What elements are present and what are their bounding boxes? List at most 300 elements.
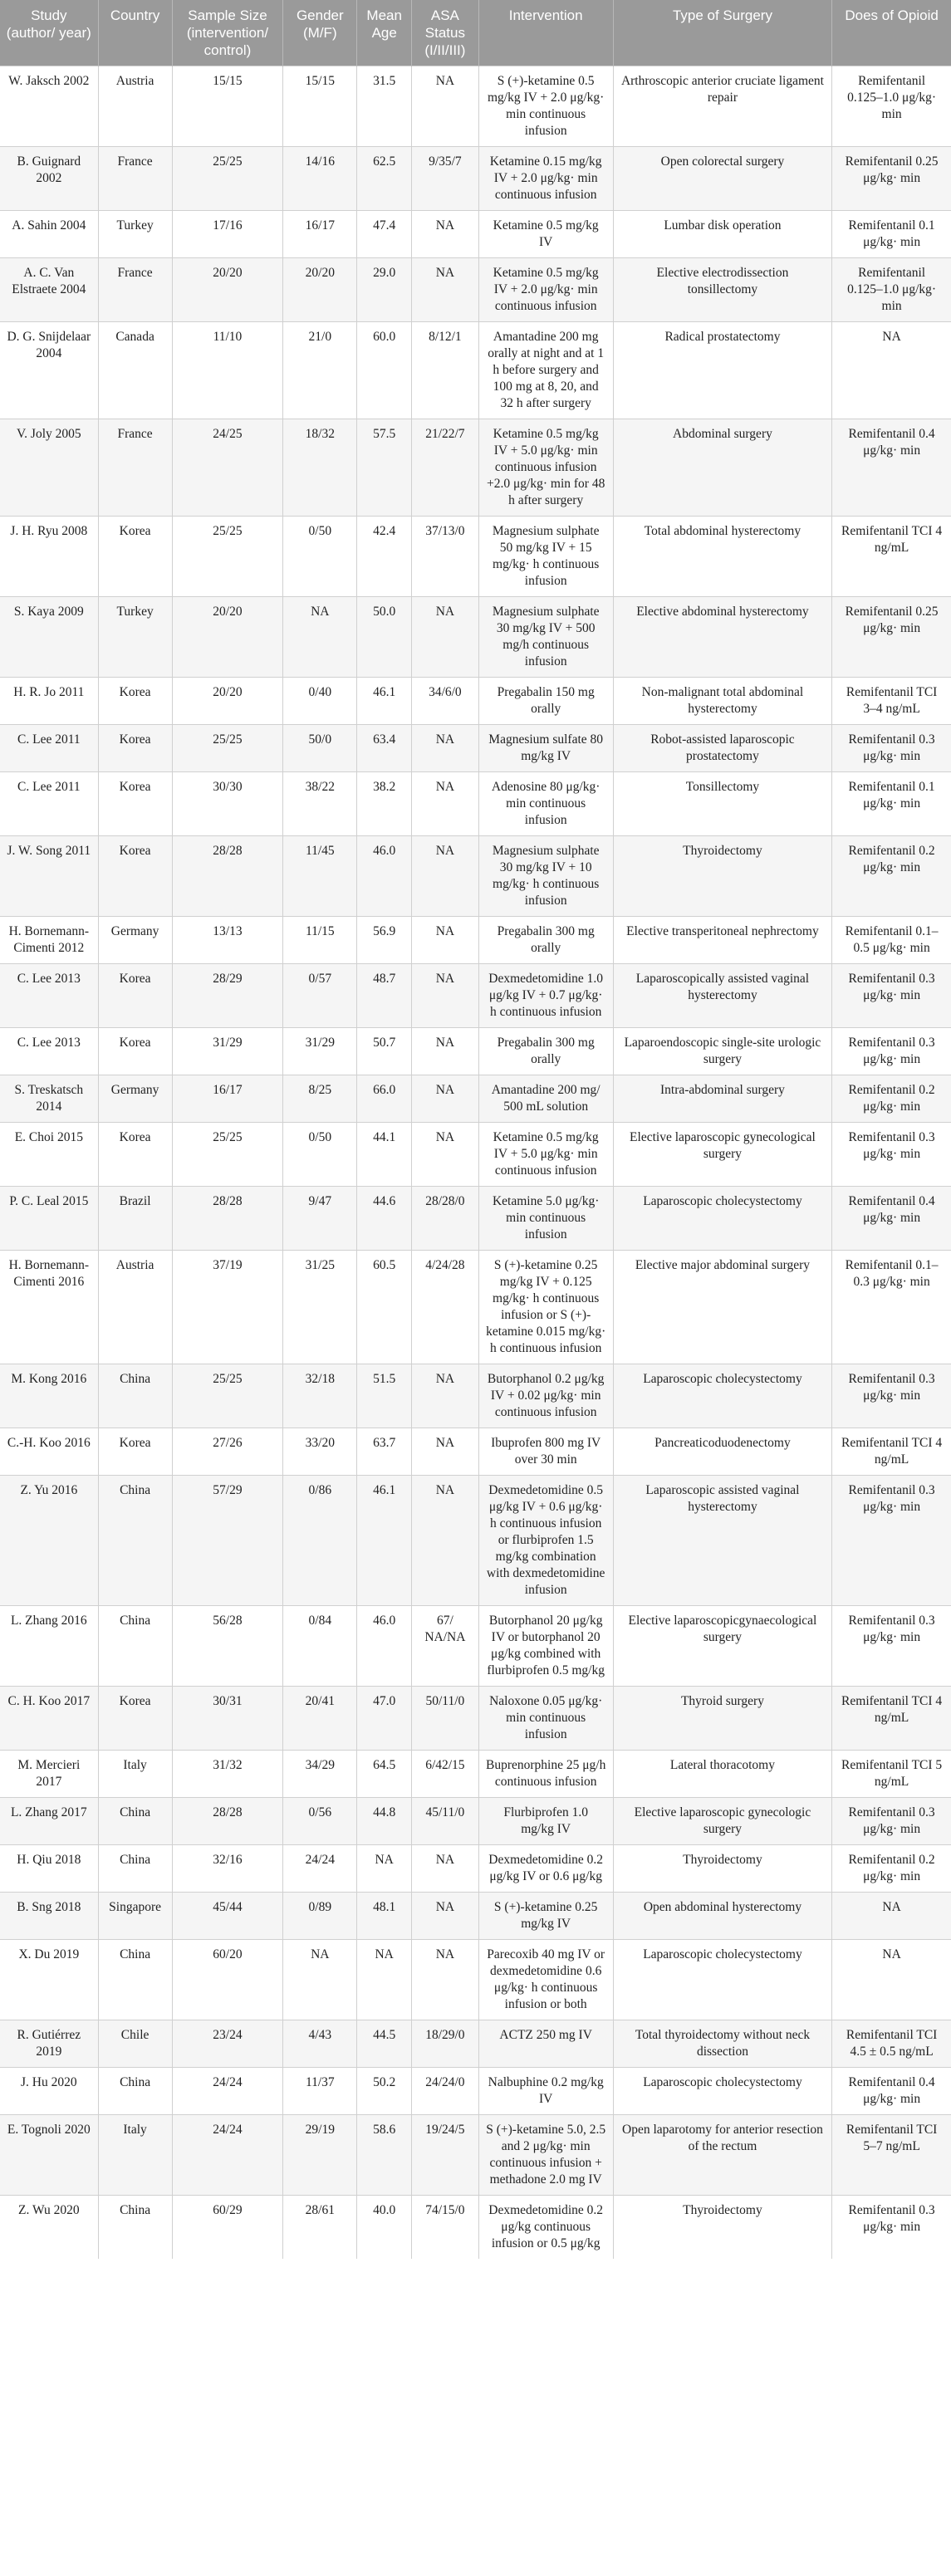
cell-mean-age: 50.7 bbox=[357, 1028, 412, 1075]
cell-surgery-type: Thyroid surgery bbox=[613, 1687, 832, 1751]
cell-mean-age: 46.0 bbox=[357, 836, 412, 917]
cell-gender: 32/18 bbox=[283, 1364, 357, 1428]
cell-country: Korea bbox=[98, 678, 172, 725]
table-row bbox=[0, 964, 951, 1028]
cell-mean-age: 40.0 bbox=[357, 2196, 412, 2260]
cell-surgery-type: Total abdominal hysterectomy bbox=[613, 517, 832, 597]
cell-surgery-type: Open laparotomy for anterior resection of the rectum bbox=[613, 2115, 832, 2196]
cell-surgery-type: Pancreaticoduodenectomy bbox=[613, 1428, 832, 1476]
cell-country: Korea bbox=[98, 1123, 172, 1187]
table-row bbox=[0, 1606, 951, 1687]
cell-surgery-type: Elective laparoscopic gynecological surgery bbox=[613, 1123, 832, 1187]
table-row bbox=[0, 725, 951, 772]
table-row bbox=[0, 211, 951, 258]
cell-asa-status: NA bbox=[412, 772, 479, 836]
cell-asa-status: 34/6/0 bbox=[412, 678, 479, 725]
cell-gender: 31/29 bbox=[283, 1028, 357, 1075]
cell-opioid-dose: Remifentanil 0.3 μg/kg· min bbox=[832, 2196, 951, 2260]
cell-opioid-dose: Remifentanil 0.3 μg/kg· min bbox=[832, 1606, 951, 1687]
cell-asa-status: 9/35/7 bbox=[412, 147, 479, 211]
cell-intervention: Amantadine 200 mg/ 500 mL solution bbox=[478, 1075, 613, 1123]
cell-mean-age: 46.1 bbox=[357, 1476, 412, 1606]
cell-sample-size: 28/28 bbox=[172, 836, 283, 917]
cell-sample-size: 24/24 bbox=[172, 2115, 283, 2196]
cell-surgery-type: Open colorectal surgery bbox=[613, 147, 832, 211]
cell-intervention: Dexmedetomidine 1.0 μg/kg IV + 0.7 μg/kg· h continuous infusion bbox=[478, 964, 613, 1028]
cell-mean-age: 48.7 bbox=[357, 964, 412, 1028]
cell-country: Italy bbox=[98, 2115, 172, 2196]
cell-opioid-dose: Remifentanil 0.3 μg/kg· min bbox=[832, 1476, 951, 1606]
cell-study: R. Gutiérrez 2019 bbox=[0, 2020, 98, 2068]
header-country: Country bbox=[98, 0, 172, 66]
cell-sample-size: 23/24 bbox=[172, 2020, 283, 2068]
cell-asa-status: 50/11/0 bbox=[412, 1687, 479, 1751]
cell-opioid-dose: Remifentanil 0.4 μg/kg· min bbox=[832, 419, 951, 517]
cell-intervention: S (+)-ketamine 0.5 mg/kg IV + 2.0 μg/kg· min continuous infusion bbox=[478, 66, 613, 147]
cell-intervention: Adenosine 80 μg/kg· min continuous infusion bbox=[478, 772, 613, 836]
header-study: Study (author/ year) bbox=[0, 0, 98, 66]
cell-opioid-dose: Remifentanil TCI 5 ng/mL bbox=[832, 1751, 951, 1798]
cell-gender: 11/45 bbox=[283, 836, 357, 917]
cell-country: France bbox=[98, 147, 172, 211]
cell-study: W. Jaksch 2002 bbox=[0, 66, 98, 147]
cell-asa-status: 21/22/7 bbox=[412, 419, 479, 517]
table-row bbox=[0, 322, 951, 419]
cell-asa-status: 67/ NA/NA bbox=[412, 1606, 479, 1687]
cell-country: China bbox=[98, 1476, 172, 1606]
cell-sample-size: 28/28 bbox=[172, 1187, 283, 1251]
cell-gender: 9/47 bbox=[283, 1187, 357, 1251]
cell-mean-age: 42.4 bbox=[357, 517, 412, 597]
cell-gender: 16/17 bbox=[283, 211, 357, 258]
cell-asa-status: NA bbox=[412, 211, 479, 258]
cell-asa-status: 19/24/5 bbox=[412, 2115, 479, 2196]
cell-surgery-type: Thyroidectomy bbox=[613, 1845, 832, 1893]
cell-surgery-type: Abdominal surgery bbox=[613, 419, 832, 517]
cell-intervention: Ibuprofen 800 mg IV over 30 min bbox=[478, 1428, 613, 1476]
cell-gender: 0/56 bbox=[283, 1798, 357, 1845]
table-row bbox=[0, 2068, 951, 2115]
cell-asa-status: NA bbox=[412, 1893, 479, 1940]
cell-asa-status: NA bbox=[412, 917, 479, 964]
cell-surgery-type: Elective laparoscopic gynecologic surgery bbox=[613, 1798, 832, 1845]
cell-sample-size: 32/16 bbox=[172, 1845, 283, 1893]
cell-gender: 15/15 bbox=[283, 66, 357, 147]
cell-intervention: Nalbuphine 0.2 mg/kg IV bbox=[478, 2068, 613, 2115]
cell-country: China bbox=[98, 1606, 172, 1687]
cell-opioid-dose: Remifentanil 0.3 μg/kg· min bbox=[832, 1028, 951, 1075]
table-row bbox=[0, 917, 951, 964]
cell-asa-status: 4/24/28 bbox=[412, 1251, 479, 1364]
table-row bbox=[0, 836, 951, 917]
cell-surgery-type: Lateral thoracotomy bbox=[613, 1751, 832, 1798]
cell-surgery-type: Thyroidectomy bbox=[613, 2196, 832, 2260]
cell-gender: 0/50 bbox=[283, 517, 357, 597]
cell-intervention: S (+)-ketamine 0.25 mg/kg IV bbox=[478, 1893, 613, 1940]
cell-sample-size: 11/10 bbox=[172, 322, 283, 419]
cell-asa-status: NA bbox=[412, 597, 479, 678]
cell-sample-size: 56/28 bbox=[172, 1606, 283, 1687]
cell-opioid-dose: NA bbox=[832, 1893, 951, 1940]
cell-mean-age: 66.0 bbox=[357, 1075, 412, 1123]
cell-intervention: Ketamine 0.15 mg/kg IV + 2.0 μg/kg· min continuous infusion bbox=[478, 147, 613, 211]
cell-opioid-dose: Remifentanil 0.3 μg/kg· min bbox=[832, 964, 951, 1028]
table-row bbox=[0, 1798, 951, 1845]
cell-asa-status: NA bbox=[412, 1428, 479, 1476]
cell-gender: 18/32 bbox=[283, 419, 357, 517]
cell-surgery-type: Intra-abdominal surgery bbox=[613, 1075, 832, 1123]
cell-sample-size: 31/32 bbox=[172, 1751, 283, 1798]
cell-opioid-dose: Remifentanil 0.2 μg/kg· min bbox=[832, 1845, 951, 1893]
cell-asa-status: 28/28/0 bbox=[412, 1187, 479, 1251]
cell-mean-age: 57.5 bbox=[357, 419, 412, 517]
cell-intervention: Magnesium sulfate 80 mg/kg IV bbox=[478, 725, 613, 772]
cell-mean-age: 48.1 bbox=[357, 1893, 412, 1940]
table-row bbox=[0, 1687, 951, 1751]
cell-sample-size: 25/25 bbox=[172, 1123, 283, 1187]
cell-country: China bbox=[98, 1845, 172, 1893]
cell-sample-size: 25/25 bbox=[172, 725, 283, 772]
cell-country: France bbox=[98, 258, 172, 322]
cell-sample-size: 60/29 bbox=[172, 2196, 283, 2260]
cell-surgery-type: Lumbar disk operation bbox=[613, 211, 832, 258]
cell-study: B. Sng 2018 bbox=[0, 1893, 98, 1940]
cell-surgery-type: Laparoscopic cholecystectomy bbox=[613, 1364, 832, 1428]
header-sample-size: Sample Size (intervention/ control) bbox=[172, 0, 283, 66]
cell-sample-size: 28/29 bbox=[172, 964, 283, 1028]
cell-intervention: Ketamine 0.5 mg/kg IV + 5.0 μg/kg· min continuous infusion bbox=[478, 1123, 613, 1187]
cell-sample-size: 25/25 bbox=[172, 147, 283, 211]
cell-gender: 38/22 bbox=[283, 772, 357, 836]
cell-intervention: Amantadine 200 mg orally at night and at 1 h before surgery and 100 mg at 8, 20, and 32 h after surgery bbox=[478, 322, 613, 419]
cell-country: Korea bbox=[98, 1428, 172, 1476]
cell-asa-status: NA bbox=[412, 1845, 479, 1893]
cell-intervention: Parecoxib 40 mg IV or dexmedetomidine 0.6 μg/kg· h continuous infusion or both bbox=[478, 1940, 613, 2020]
cell-mean-age: 44.5 bbox=[357, 2020, 412, 2068]
cell-gender: 0/89 bbox=[283, 1893, 357, 1940]
cell-sample-size: 60/20 bbox=[172, 1940, 283, 2020]
cell-opioid-dose: Remifentanil 0.3 μg/kg· min bbox=[832, 1798, 951, 1845]
cell-surgery-type: Radical prostatectomy bbox=[613, 322, 832, 419]
cell-intervention: S (+)-ketamine 5.0, 2.5 and 2 μg/kg· min continuous infusion + methadone 2.0 mg IV bbox=[478, 2115, 613, 2196]
cell-intervention: Dexmedetomidine 0.2 μg/kg continuous infusion or 0.5 μg/kg bbox=[478, 2196, 613, 2260]
cell-sample-size: 30/31 bbox=[172, 1687, 283, 1751]
cell-country: Korea bbox=[98, 964, 172, 1028]
cell-study: E. Choi 2015 bbox=[0, 1123, 98, 1187]
header-row bbox=[0, 0, 951, 66]
cell-intervention: Pregabalin 150 mg orally bbox=[478, 678, 613, 725]
cell-surgery-type: Elective laparoscopicgynaecological surgery bbox=[613, 1606, 832, 1687]
cell-opioid-dose: Remifentanil 0.3 μg/kg· min bbox=[832, 725, 951, 772]
cell-opioid-dose: Remifentanil 0.3 μg/kg· min bbox=[832, 1364, 951, 1428]
cell-gender: 28/61 bbox=[283, 2196, 357, 2260]
cell-sample-size: 27/26 bbox=[172, 1428, 283, 1476]
cell-study: A. C. Van Elstraete 2004 bbox=[0, 258, 98, 322]
cell-mean-age: 64.5 bbox=[357, 1751, 412, 1798]
cell-country: China bbox=[98, 1364, 172, 1428]
cell-mean-age: 60.5 bbox=[357, 1251, 412, 1364]
cell-mean-age: 44.8 bbox=[357, 1798, 412, 1845]
cell-gender: 0/86 bbox=[283, 1476, 357, 1606]
cell-study: A. Sahin 2004 bbox=[0, 211, 98, 258]
cell-asa-status: NA bbox=[412, 1028, 479, 1075]
cell-surgery-type: Thyroidectomy bbox=[613, 836, 832, 917]
cell-gender: 4/43 bbox=[283, 2020, 357, 2068]
cell-opioid-dose: Remifentanil TCI 5–7 ng/mL bbox=[832, 2115, 951, 2196]
cell-study: L. Zhang 2017 bbox=[0, 1798, 98, 1845]
cell-country: Turkey bbox=[98, 211, 172, 258]
cell-sample-size: 45/44 bbox=[172, 1893, 283, 1940]
cell-surgery-type: Elective electrodissection tonsillectomy bbox=[613, 258, 832, 322]
cell-gender: 24/24 bbox=[283, 1845, 357, 1893]
cell-mean-age: 29.0 bbox=[357, 258, 412, 322]
cell-sample-size: 20/20 bbox=[172, 597, 283, 678]
cell-mean-age: 38.2 bbox=[357, 772, 412, 836]
cell-intervention: Ketamine 0.5 mg/kg IV + 2.0 μg/kg· min continuous infusion bbox=[478, 258, 613, 322]
cell-asa-status: 8/12/1 bbox=[412, 322, 479, 419]
cell-intervention: Dexmedetomidine 0.2 μg/kg IV or 0.6 μg/kg bbox=[478, 1845, 613, 1893]
cell-sample-size: 24/24 bbox=[172, 2068, 283, 2115]
cell-intervention: S (+)-ketamine 0.25 mg/kg IV + 0.125 mg/kg· h continuous infusion or S (+)-ketamine 0.015 mg/kg· h continuous infusion bbox=[478, 1251, 613, 1364]
cell-asa-status: 18/29/0 bbox=[412, 2020, 479, 2068]
cell-opioid-dose: Remifentanil TCI 4 ng/mL bbox=[832, 517, 951, 597]
table-body bbox=[0, 66, 951, 2260]
table-row bbox=[0, 419, 951, 517]
cell-gender: 34/29 bbox=[283, 1751, 357, 1798]
cell-opioid-dose: Remifentanil 0.1–0.3 μg/kg· min bbox=[832, 1251, 951, 1364]
cell-sample-size: 17/16 bbox=[172, 211, 283, 258]
cell-mean-age: 62.5 bbox=[357, 147, 412, 211]
cell-asa-status: NA bbox=[412, 964, 479, 1028]
cell-study: C. Lee 2013 bbox=[0, 964, 98, 1028]
cell-opioid-dose: NA bbox=[832, 1940, 951, 2020]
cell-asa-status: 45/11/0 bbox=[412, 1798, 479, 1845]
cell-asa-status: NA bbox=[412, 66, 479, 147]
cell-country: Austria bbox=[98, 1251, 172, 1364]
cell-gender: 20/41 bbox=[283, 1687, 357, 1751]
cell-surgery-type: Laparoendoscopic single-site urologic surgery bbox=[613, 1028, 832, 1075]
cell-opioid-dose: Remifentanil TCI 3–4 ng/mL bbox=[832, 678, 951, 725]
cell-country: France bbox=[98, 419, 172, 517]
cell-country: Korea bbox=[98, 772, 172, 836]
cell-asa-status: 24/24/0 bbox=[412, 2068, 479, 2115]
cell-study: H. Bornemann-Cimenti 2012 bbox=[0, 917, 98, 964]
cell-intervention: Ketamine 5.0 μg/kg· min continuous infusion bbox=[478, 1187, 613, 1251]
table-row bbox=[0, 1251, 951, 1364]
table-row bbox=[0, 772, 951, 836]
table-row bbox=[0, 1428, 951, 1476]
cell-country: China bbox=[98, 2068, 172, 2115]
cell-mean-age: 44.6 bbox=[357, 1187, 412, 1251]
cell-gender: 0/40 bbox=[283, 678, 357, 725]
cell-country: Austria bbox=[98, 66, 172, 147]
cell-study: M. Kong 2016 bbox=[0, 1364, 98, 1428]
cell-sample-size: 20/20 bbox=[172, 678, 283, 725]
table-row bbox=[0, 2020, 951, 2068]
cell-mean-age: NA bbox=[357, 1845, 412, 1893]
cell-sample-size: 13/13 bbox=[172, 917, 283, 964]
cell-mean-age: 63.7 bbox=[357, 1428, 412, 1476]
table-row bbox=[0, 1893, 951, 1940]
cell-mean-age: 44.1 bbox=[357, 1123, 412, 1187]
cell-mean-age: 47.0 bbox=[357, 1687, 412, 1751]
cell-gender: 8/25 bbox=[283, 1075, 357, 1123]
cell-asa-status: 74/15/0 bbox=[412, 2196, 479, 2260]
cell-surgery-type: Robot-assisted laparoscopic prostatectomy bbox=[613, 725, 832, 772]
cell-country: China bbox=[98, 1940, 172, 2020]
cell-gender: 50/0 bbox=[283, 725, 357, 772]
table-row bbox=[0, 147, 951, 211]
cell-study: D. G. Snijdelaar 2004 bbox=[0, 322, 98, 419]
cell-intervention: Buprenorphine 25 μg/h continuous infusion bbox=[478, 1751, 613, 1798]
cell-intervention: Dexmedetomidine 0.5 μg/kg IV + 0.6 μg/kg· h continuous infusion or flurbiprofen 1.5 mg/kg combination with dexmedetomidine infusion bbox=[478, 1476, 613, 1606]
cell-surgery-type: Tonsillectomy bbox=[613, 772, 832, 836]
cell-study: H. Qiu 2018 bbox=[0, 1845, 98, 1893]
cell-sample-size: 20/20 bbox=[172, 258, 283, 322]
cell-gender: 0/57 bbox=[283, 964, 357, 1028]
cell-opioid-dose: Remifentanil TCI 4 ng/mL bbox=[832, 1687, 951, 1751]
cell-sample-size: 31/29 bbox=[172, 1028, 283, 1075]
cell-asa-status: NA bbox=[412, 1075, 479, 1123]
header-opioid-dose: Does of Opioid bbox=[832, 0, 951, 66]
cell-study: Z. Yu 2016 bbox=[0, 1476, 98, 1606]
cell-country: Singapore bbox=[98, 1893, 172, 1940]
cell-study: J. H. Ryu 2008 bbox=[0, 517, 98, 597]
cell-mean-age: 63.4 bbox=[357, 725, 412, 772]
cell-country: Germany bbox=[98, 917, 172, 964]
cell-study: H. R. Jo 2011 bbox=[0, 678, 98, 725]
table-row bbox=[0, 1476, 951, 1606]
cell-country: Korea bbox=[98, 1687, 172, 1751]
table-row bbox=[0, 258, 951, 322]
cell-gender: 0/84 bbox=[283, 1606, 357, 1687]
cell-country: Italy bbox=[98, 1751, 172, 1798]
cell-gender: 33/20 bbox=[283, 1428, 357, 1476]
cell-surgery-type: Non-malignant total abdominal hysterectomy bbox=[613, 678, 832, 725]
table-row bbox=[0, 678, 951, 725]
cell-intervention: Magnesium sulphate 30 mg/kg IV + 10 mg/kg· h continuous infusion bbox=[478, 836, 613, 917]
cell-surgery-type: Elective transperitoneal nephrectomy bbox=[613, 917, 832, 964]
cell-sample-size: 15/15 bbox=[172, 66, 283, 147]
table-row bbox=[0, 1187, 951, 1251]
cell-study: M. Mercieri 2017 bbox=[0, 1751, 98, 1798]
cell-asa-status: NA bbox=[412, 1364, 479, 1428]
cell-country: Turkey bbox=[98, 597, 172, 678]
cell-sample-size: 57/29 bbox=[172, 1476, 283, 1606]
cell-surgery-type: Laparoscopically assisted vaginal hysterectomy bbox=[613, 964, 832, 1028]
cell-sample-size: 25/25 bbox=[172, 1364, 283, 1428]
cell-intervention: Pregabalin 300 mg orally bbox=[478, 917, 613, 964]
cell-study: V. Joly 2005 bbox=[0, 419, 98, 517]
cell-opioid-dose: Remifentanil TCI 4 ng/mL bbox=[832, 1428, 951, 1476]
cell-study: C. Lee 2011 bbox=[0, 725, 98, 772]
cell-gender: NA bbox=[283, 597, 357, 678]
cell-surgery-type: Laparoscopic cholecystectomy bbox=[613, 1940, 832, 2020]
cell-study: J. W. Song 2011 bbox=[0, 836, 98, 917]
cell-country: China bbox=[98, 2196, 172, 2260]
cell-opioid-dose: Remifentanil 0.1 μg/kg· min bbox=[832, 772, 951, 836]
cell-sample-size: 16/17 bbox=[172, 1075, 283, 1123]
cell-mean-age: NA bbox=[357, 1940, 412, 2020]
cell-study: L. Zhang 2016 bbox=[0, 1606, 98, 1687]
table-row bbox=[0, 1751, 951, 1798]
cell-opioid-dose: Remifentanil 0.4 μg/kg· min bbox=[832, 2068, 951, 2115]
cell-intervention: Naloxone 0.05 μg/kg· min continuous infusion bbox=[478, 1687, 613, 1751]
cell-study: P. C. Leal 2015 bbox=[0, 1187, 98, 1251]
cell-country: Korea bbox=[98, 836, 172, 917]
cell-opioid-dose: Remifentanil TCI 4.5 ± 0.5 ng/mL bbox=[832, 2020, 951, 2068]
cell-country: Chile bbox=[98, 2020, 172, 2068]
cell-study: S. Treskatsch 2014 bbox=[0, 1075, 98, 1123]
cell-gender: 29/19 bbox=[283, 2115, 357, 2196]
table-row bbox=[0, 1940, 951, 2020]
cell-surgery-type: Elective major abdominal surgery bbox=[613, 1251, 832, 1364]
cell-study: E. Tognoli 2020 bbox=[0, 2115, 98, 2196]
cell-opioid-dose: Remifentanil 0.2 μg/kg· min bbox=[832, 836, 951, 917]
cell-country: Brazil bbox=[98, 1187, 172, 1251]
cell-study: J. Hu 2020 bbox=[0, 2068, 98, 2115]
cell-surgery-type: Laparoscopic cholecystectomy bbox=[613, 2068, 832, 2115]
table-row bbox=[0, 2115, 951, 2196]
cell-mean-age: 46.1 bbox=[357, 678, 412, 725]
cell-country: Korea bbox=[98, 517, 172, 597]
cell-intervention: Ketamine 0.5 mg/kg IV bbox=[478, 211, 613, 258]
cell-surgery-type: Open abdominal hysterectomy bbox=[613, 1893, 832, 1940]
table-row bbox=[0, 1075, 951, 1123]
cell-mean-age: 31.5 bbox=[357, 66, 412, 147]
cell-gender: 0/50 bbox=[283, 1123, 357, 1187]
cell-gender: 20/20 bbox=[283, 258, 357, 322]
table-row bbox=[0, 1028, 951, 1075]
cell-study: B. Guignard 2002 bbox=[0, 147, 98, 211]
table-row bbox=[0, 1845, 951, 1893]
cell-surgery-type: Total thyroidectomy without neck dissection bbox=[613, 2020, 832, 2068]
cell-sample-size: 25/25 bbox=[172, 517, 283, 597]
cell-opioid-dose: Remifentanil 0.125–1.0 μg/kg· min bbox=[832, 258, 951, 322]
cell-study: Z. Wu 2020 bbox=[0, 2196, 98, 2260]
cell-study: C. Lee 2011 bbox=[0, 772, 98, 836]
cell-study: X. Du 2019 bbox=[0, 1940, 98, 2020]
cell-study: S. Kaya 2009 bbox=[0, 597, 98, 678]
cell-intervention: Flurbiprofen 1.0 mg/kg IV bbox=[478, 1798, 613, 1845]
cell-gender: NA bbox=[283, 1940, 357, 2020]
cell-intervention: Butorphanol 20 μg/kg IV or butorphanol 20 μg/kg combined with flurbiprofen 0.5 mg/kg bbox=[478, 1606, 613, 1687]
cell-opioid-dose: Remifentanil 0.2 μg/kg· min bbox=[832, 1075, 951, 1123]
cell-gender: 11/15 bbox=[283, 917, 357, 964]
cell-surgery-type: Arthroscopic anterior cruciate ligament repair bbox=[613, 66, 832, 147]
cell-opioid-dose: Remifentanil 0.125–1.0 μg/kg· min bbox=[832, 66, 951, 147]
cell-asa-status: 6/42/15 bbox=[412, 1751, 479, 1798]
cell-intervention: Ketamine 0.5 mg/kg IV + 5.0 μg/kg· min continuous infusion +2.0 μg/kg· min for 48 h after surgery bbox=[478, 419, 613, 517]
cell-asa-status: NA bbox=[412, 258, 479, 322]
cell-intervention: Pregabalin 300 mg orally bbox=[478, 1028, 613, 1075]
table-row bbox=[0, 597, 951, 678]
cell-mean-age: 56.9 bbox=[357, 917, 412, 964]
cell-asa-status: 37/13/0 bbox=[412, 517, 479, 597]
cell-asa-status: NA bbox=[412, 1940, 479, 2020]
cell-study: C. Lee 2013 bbox=[0, 1028, 98, 1075]
table-row bbox=[0, 517, 951, 597]
cell-study: H. Bornemann-Cimenti 2016 bbox=[0, 1251, 98, 1364]
cell-country: Korea bbox=[98, 725, 172, 772]
header-surgery-type: Type of Surgery bbox=[613, 0, 832, 66]
cell-opioid-dose: Remifentanil 0.3 μg/kg· min bbox=[832, 1123, 951, 1187]
cell-sample-size: 28/28 bbox=[172, 1798, 283, 1845]
header-gender: Gender (M/F) bbox=[283, 0, 357, 66]
table-row bbox=[0, 66, 951, 147]
cell-opioid-dose: Remifentanil 0.25 μg/kg· min bbox=[832, 597, 951, 678]
cell-mean-age: 46.0 bbox=[357, 1606, 412, 1687]
